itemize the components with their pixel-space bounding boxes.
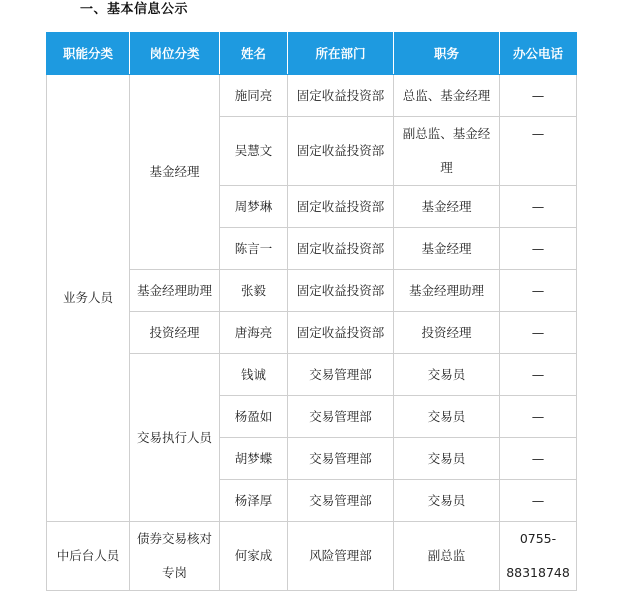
- cell-name: 胡梦蝶: [220, 438, 288, 480]
- cell-name: 唐海亮: [220, 312, 288, 354]
- cell-title: 交易员: [394, 396, 500, 438]
- cell-title: 基金经理助理: [394, 270, 500, 312]
- cell-phone: —: [500, 396, 577, 438]
- cell-title: 基金经理: [394, 228, 500, 270]
- header-office-phone: 办公电话: [500, 33, 577, 75]
- cell-dept: 交易管理部: [288, 354, 394, 396]
- cell-dept: 风险管理部: [288, 522, 394, 591]
- cell-title: 副总监、基金经理: [394, 117, 500, 186]
- cell-dept: 固定收益投资部: [288, 228, 394, 270]
- cell-title: 基金经理: [394, 186, 500, 228]
- cell-phone: —: [500, 228, 577, 270]
- table-header-row: [47, 33, 577, 75]
- cell-phone: —: [500, 117, 577, 186]
- cell-phone: —: [500, 312, 577, 354]
- cell-name: 陈言一: [220, 228, 288, 270]
- cell-name: 杨泽厚: [220, 480, 288, 522]
- cell-title: 交易员: [394, 438, 500, 480]
- group-business: 业务人员: [47, 75, 130, 522]
- cell-title: 交易员: [394, 354, 500, 396]
- cell-dept: 固定收益投资部: [288, 75, 394, 117]
- cell-dept: 交易管理部: [288, 438, 394, 480]
- cell-dept: 固定收益投资部: [288, 186, 394, 228]
- cell-name: 吴慧文: [220, 117, 288, 186]
- position-bond-check: 债券交易核对专岗: [130, 522, 220, 591]
- cell-title: 总监、基金经理: [394, 75, 500, 117]
- cell-dept: 交易管理部: [288, 480, 394, 522]
- cell-name: 张毅: [220, 270, 288, 312]
- cell-title: 投资经理: [394, 312, 500, 354]
- cell-name: 杨盈如: [220, 396, 288, 438]
- header-function-category: 职能分类: [47, 33, 130, 75]
- group-middle-back-office: 中后台人员: [47, 522, 130, 591]
- staff-info-table: [46, 32, 577, 591]
- position-investment-manager: 投资经理: [130, 312, 220, 354]
- cell-phone: —: [500, 186, 577, 228]
- position-fund-manager: 基金经理: [130, 75, 220, 270]
- cell-phone: —: [500, 438, 577, 480]
- cell-dept: 交易管理部: [288, 396, 394, 438]
- cell-name: 周梦琳: [220, 186, 288, 228]
- position-trade-executor: 交易执行人员: [130, 354, 220, 522]
- cell-name: 何家成: [220, 522, 288, 591]
- cell-name: 钱诚: [220, 354, 288, 396]
- table-row: [47, 522, 577, 591]
- cell-phone: —: [500, 75, 577, 117]
- cell-phone: —: [500, 270, 577, 312]
- header-position-category: 岗位分类: [130, 33, 220, 75]
- cell-dept: 固定收益投资部: [288, 312, 394, 354]
- table-row: [47, 75, 577, 117]
- cell-dept: 固定收益投资部: [288, 117, 394, 186]
- header-department: 所在部门: [288, 33, 394, 75]
- header-name: 姓名: [220, 33, 288, 75]
- section-title: 一、基本信息公示: [80, 2, 189, 17]
- cell-title: 交易员: [394, 480, 500, 522]
- cell-dept: 固定收益投资部: [288, 270, 394, 312]
- cell-title: 副总监: [394, 522, 500, 591]
- cell-phone: —: [500, 480, 577, 522]
- header-title: 职务: [394, 33, 500, 75]
- cell-phone: —: [500, 354, 577, 396]
- cell-phone: 0755-88318748: [500, 522, 577, 591]
- position-fund-manager-assistant: 基金经理助理: [130, 270, 220, 312]
- cell-name: 施同亮: [220, 75, 288, 117]
